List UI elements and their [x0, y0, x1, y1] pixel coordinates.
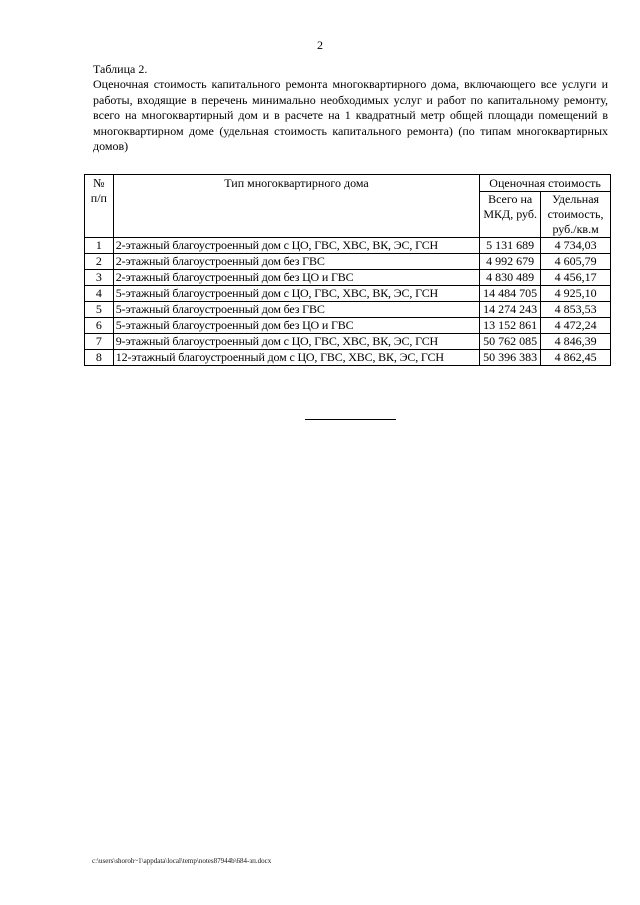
row-house-type: 12-этажный благоустроенный дом с ЦО, ГВС, ХВС, ВК, ЭС, ГСН: [113, 350, 479, 366]
row-unit-cost: 4 734,03: [541, 238, 611, 254]
row-house-type: 2-этажный благоустроенный дом без ЦО и ГВС: [113, 270, 479, 286]
document-file-path: c:\users\shoroh~1\appdata\local\temp\notes87944b\684-зп.docx: [92, 857, 272, 865]
row-total-cost: 5 131 689: [480, 238, 541, 254]
row-total-cost: 14 274 243: [480, 302, 541, 318]
table-row: [85, 254, 611, 270]
row-total-cost: 50 762 085: [480, 334, 541, 350]
table-row: [85, 286, 611, 302]
row-number: 3: [85, 270, 114, 286]
row-number: 6: [85, 318, 114, 334]
row-house-type: 9-этажный благоустроенный дом с ЦО, ГВС, ХВС, ВК, ЭС, ГСН: [113, 334, 479, 350]
row-unit-cost: 4 862,45: [541, 350, 611, 366]
row-number: 8: [85, 350, 114, 366]
row-number: 5: [85, 302, 114, 318]
row-number: 2: [85, 254, 114, 270]
end-divider: [305, 419, 396, 420]
row-number: 4: [85, 286, 114, 302]
row-house-type: 5-этажный благоустроенный дом с ЦО, ГВС, ХВС, ВК, ЭС, ГСН: [113, 286, 479, 302]
table-title: Таблица 2.: [93, 62, 148, 76]
row-unit-cost: 4 472,24: [541, 318, 611, 334]
row-total-cost: 50 396 383: [480, 350, 541, 366]
page-number: 2: [317, 38, 323, 52]
table-row: [85, 334, 611, 350]
row-unit-cost: 4 925,10: [541, 286, 611, 302]
table-row: [85, 238, 611, 254]
row-total-cost: 13 152 861: [480, 318, 541, 334]
row-total-cost: 14 484 705: [480, 286, 541, 302]
row-number: 1: [85, 238, 114, 254]
row-number: 7: [85, 334, 114, 350]
table-row: [85, 270, 611, 286]
row-house-type: 5-этажный благоустроенный дом без ГВС: [113, 302, 479, 318]
table-row: [85, 318, 611, 334]
row-total-cost: 4 992 679: [480, 254, 541, 270]
row-unit-cost: 4 846,39: [541, 334, 611, 350]
row-house-type: 2-этажный благоустроенный дом с ЦО, ГВС, ХВС, ВК, ЭС, ГСН: [113, 238, 479, 254]
table-caption: [93, 62, 608, 154]
row-unit-cost: 4 605,79: [541, 254, 611, 270]
header-number: № п/п: [85, 175, 114, 238]
row-house-type: 2-этажный благоустроенный дом без ГВС: [113, 254, 479, 270]
row-unit-cost: 4 853,53: [541, 302, 611, 318]
row-unit-cost: 4 456,17: [541, 270, 611, 286]
row-house-type: 5-этажный благоустроенный дом без ЦО и ГВС: [113, 318, 479, 334]
header-estimated-cost: Оценочная стоимость: [480, 175, 611, 192]
header-unit-cost: Удельная стоимость, руб./кв.м: [541, 192, 611, 238]
header-house-type: Тип многоквартирного дома: [113, 175, 479, 238]
row-total-cost: 4 830 489: [480, 270, 541, 286]
table-description: Оценочная стоимость капитального ремонта многоквартирного дома, включающего все услуги и работы, входящие в перечень минимально необходимых услуг и работ по капитальному ремонту, всего на многоквартирный дом и в расчете на 1 квадратный метр общей площади помещений в многоквартирном доме (удельная стоимость капитального ремонта) (по типам многоквартирных домов): [93, 77, 608, 154]
table-row: [85, 350, 611, 366]
table-row: [85, 302, 611, 318]
repair-cost-table: [84, 174, 611, 366]
header-total-cost: Всего на МКД, руб.: [480, 192, 541, 238]
